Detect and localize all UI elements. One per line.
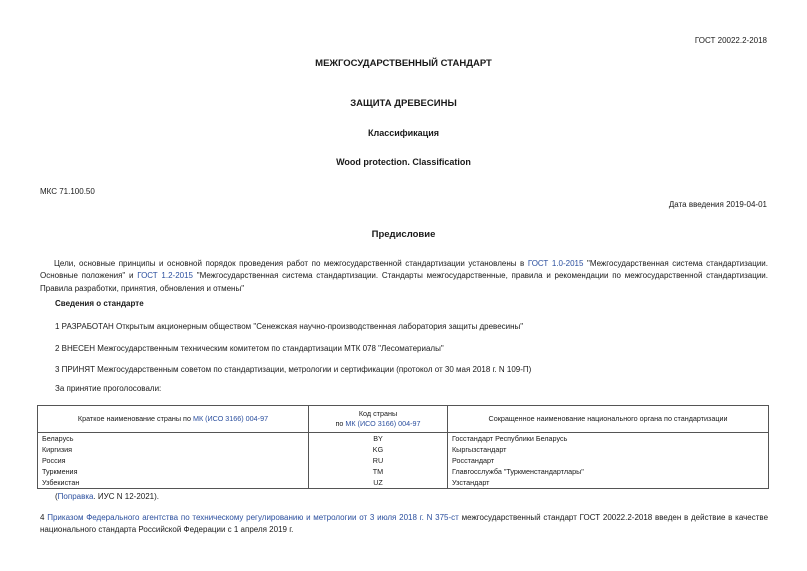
amendment-note: (Поправка. ИУС N 12-2021). <box>55 492 160 501</box>
cell-country: Беларусь <box>38 433 309 445</box>
about-item-enacted: 4 Приказом Федерального агентства по техническому регулированию и метрологии от 3 июля 2018 г. N 375-ст межгосударственный стандарт ГОСТ 20022.2-2018 введен в действие в качестве национального стандарта Российской Федерации с 1 апреля 2019 г. <box>40 513 769 535</box>
cell-body: Росстандарт <box>448 455 769 466</box>
foreword-text-2: "Межгосударственная система стандартизации. Основные положения" и <box>40 259 768 281</box>
order-link[interactable]: Приказом Федерального агентства по техническому регулированию и метрологии от 3 июля 2018 г. N 375-ст <box>47 513 459 522</box>
table-row <box>38 455 769 466</box>
cell-body: Госстандарт Республики Беларусь <box>448 433 769 445</box>
cell-code: KG <box>309 444 448 455</box>
cell-code: RU <box>309 455 448 466</box>
mk-iso-link[interactable]: МК (ИСО 3166) 004-97 <box>192 414 269 423</box>
foreword-heading: Предисловие <box>371 229 436 240</box>
about-standard-heading: Сведения о стандарте <box>55 299 144 308</box>
document-title-en: Wood protection. Classification <box>336 157 471 167</box>
table-row <box>38 433 769 445</box>
mks-code: МКС 71.100.50 <box>40 187 95 196</box>
table-row <box>38 477 769 489</box>
mk-iso-code-link[interactable]: МК (ИСО 3166) 004-97 <box>345 419 421 428</box>
foreword-paragraph <box>40 258 768 295</box>
cell-country: Киргизия <box>38 444 309 455</box>
foreword-text-3: "Межгосударственная система стандартизации. Стандарты межгосударственные, правила и рекомендации по межгосударственной стандартизации. Правила разработки, принятия, обновления и отмены" <box>40 271 768 293</box>
gost-1-0-link[interactable]: ГОСТ 1.0-2015 <box>527 259 584 268</box>
document-subtitle: Классификация <box>368 128 439 138</box>
foreword-text-1: Цели, основные принципы и основной порядок проведения работ по межгосударственной стандартизации установлены в <box>54 259 528 268</box>
header-national-body: Сокращенное наименование национального органа по стандартизации <box>448 406 769 433</box>
table-row <box>38 466 769 477</box>
header-country-name: Краткое наименование страны по МК (ИСО 3166) 004-97 <box>38 406 309 433</box>
about-item-adopted: 3 ПРИНЯТ Межгосударственным советом по стандартизации, метрологии и сертификации (протокол от 30 мая 2018 г. N 109-П) <box>55 365 532 374</box>
about-item-submitted: 2 ВНЕСЕН Межгосударственным техническим комитетом по стандартизации МТК 078 "Лесоматериалы" <box>55 344 444 353</box>
cell-code: UZ <box>309 477 448 489</box>
document-code: ГОСТ 20022.2-2018 <box>694 36 767 45</box>
cell-country: Россия <box>38 455 309 466</box>
cell-code: TM <box>309 466 448 477</box>
table-row <box>38 444 769 455</box>
cell-body: Кыргызстандарт <box>448 444 769 455</box>
cell-body: Узстандарт <box>448 477 769 489</box>
standard-type-heading: МЕЖГОСУДАРСТВЕННЫЙ СТАНДАРТ <box>315 58 492 69</box>
voted-label: За принятие проголосовали: <box>55 384 162 393</box>
cell-code: BY <box>309 433 448 445</box>
about-item-developed: 1 РАЗРАБОТАН Открытым акционерным обществом "Сенежская научно-производственная лаборатория защиты древесины" <box>55 322 524 331</box>
document-title: ЗАЩИТА ДРЕВЕСИНЫ <box>350 98 457 109</box>
cell-body: Главгосслужба "Туркменстандартлары" <box>448 466 769 477</box>
cell-country: Узбекистан <box>38 477 309 489</box>
intro-date: Дата введения 2019-04-01 <box>668 200 767 209</box>
voting-countries-table <box>37 405 769 489</box>
amendment-link[interactable]: Поправка <box>57 492 94 501</box>
cell-country: Туркмения <box>38 466 309 477</box>
header-country-code: Код страны по МК (ИСО 3166) 004-97 <box>309 406 448 433</box>
table-header-row <box>38 406 769 433</box>
gost-1-2-link[interactable]: ГОСТ 1.2-2015 <box>137 271 193 281</box>
